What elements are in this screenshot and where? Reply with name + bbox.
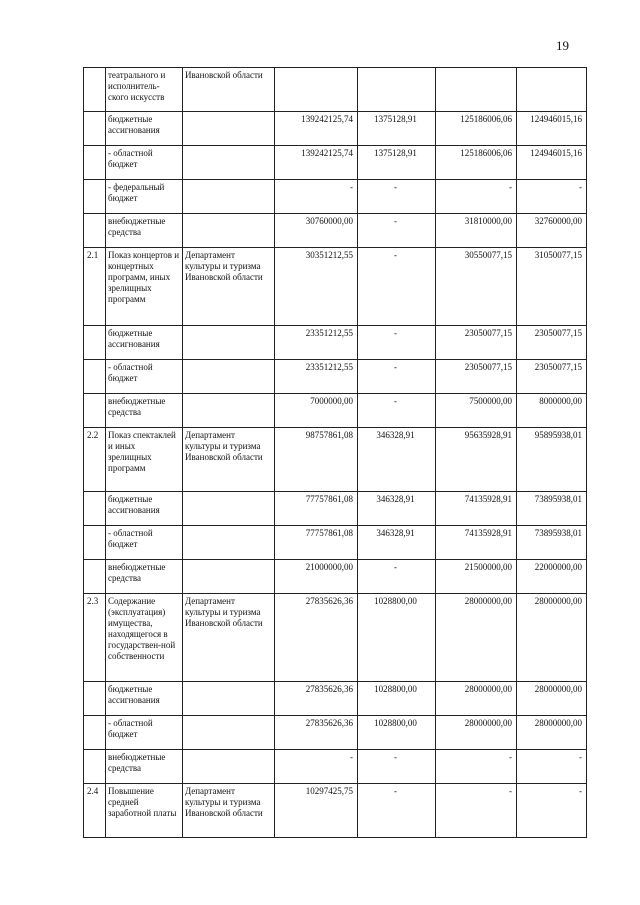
value-col3: 21500000,00: [436, 560, 517, 594]
value-col3: -: [436, 784, 517, 838]
value-total: 27835626,36: [275, 716, 358, 750]
value-col2: 1028800,00: [358, 716, 436, 750]
value-col3: 74135928,91: [436, 492, 517, 526]
row-executor: Департамент культуры и туризма Ивановской области: [183, 428, 275, 492]
value-col2: 1375128,91: [358, 146, 436, 180]
row-number: [84, 394, 106, 428]
row-name: - областной бюджет: [106, 526, 183, 560]
value-col3: 7500000,00: [436, 394, 517, 428]
row-name: - областной бюджет: [106, 360, 183, 394]
value-col4: -: [517, 784, 587, 838]
row-name: Показ спектаклей и иных зрелищных программ: [106, 428, 183, 492]
value-col4: 124946015,16: [517, 112, 587, 146]
table-row: [84, 428, 587, 492]
row-name: Показ концертов и концертных программ, иных зрелищных программ: [106, 248, 183, 326]
table-row: [84, 394, 587, 428]
value-col4: [517, 68, 587, 112]
row-executor: [183, 326, 275, 360]
value-col3: -: [436, 180, 517, 214]
table-row: [84, 360, 587, 394]
table-row: [84, 146, 587, 180]
table-row: [84, 594, 587, 682]
value-col2: -: [358, 394, 436, 428]
row-number: [84, 360, 106, 394]
value-col2: -: [358, 180, 436, 214]
row-name: - федеральный бюджет: [106, 180, 183, 214]
row-executor: [183, 360, 275, 394]
table-row: [84, 526, 587, 560]
value-total: 77757861,08: [275, 526, 358, 560]
row-number: 2.1: [84, 248, 106, 326]
row-name: - областной бюджет: [106, 146, 183, 180]
value-col4: 32760000,00: [517, 214, 587, 248]
row-executor: [183, 716, 275, 750]
row-name: внебюджетные средства: [106, 214, 183, 248]
row-executor: [183, 112, 275, 146]
value-col2: -: [358, 214, 436, 248]
table-row: [84, 326, 587, 360]
value-col2: -: [358, 360, 436, 394]
table-row: [84, 68, 587, 112]
value-col2: -: [358, 248, 436, 326]
table-row: [84, 492, 587, 526]
value-col3: 74135928,91: [436, 526, 517, 560]
value-total: 27835626,36: [275, 682, 358, 716]
row-number: [84, 112, 106, 146]
table-row: [84, 784, 587, 838]
row-number: [84, 180, 106, 214]
row-executor: [183, 526, 275, 560]
value-total: 23351212,55: [275, 326, 358, 360]
value-col4: -: [517, 180, 587, 214]
row-number: [84, 750, 106, 784]
table-row: [84, 716, 587, 750]
value-col4: 22000000,00: [517, 560, 587, 594]
value-col2: -: [358, 560, 436, 594]
row-name: внебюджетные средства: [106, 394, 183, 428]
value-col3: 28000000,00: [436, 682, 517, 716]
value-total: -: [275, 180, 358, 214]
table-row: [84, 248, 587, 326]
table-row: [84, 214, 587, 248]
budget-table: [83, 67, 587, 838]
row-number: [84, 716, 106, 750]
value-col4: 31050077,15: [517, 248, 587, 326]
value-total: 98757861,08: [275, 428, 358, 492]
value-total: 30760000,00: [275, 214, 358, 248]
row-executor: [183, 180, 275, 214]
row-executor: [183, 394, 275, 428]
value-col4: -: [517, 750, 587, 784]
value-total: 23351212,55: [275, 360, 358, 394]
row-name: внебюджетные средства: [106, 560, 183, 594]
value-total: [275, 68, 358, 112]
value-col2: 346328,91: [358, 428, 436, 492]
table-row: [84, 750, 587, 784]
value-col3: 30550077,15: [436, 248, 517, 326]
value-total: 139242125,74: [275, 146, 358, 180]
value-col3: 125186006,06: [436, 112, 517, 146]
row-number: [84, 146, 106, 180]
table-row: [84, 112, 587, 146]
row-number: [84, 682, 106, 716]
row-executor: [183, 682, 275, 716]
value-col4: 23050077,15: [517, 326, 587, 360]
value-col3: 28000000,00: [436, 594, 517, 682]
value-col4: 73895938,01: [517, 526, 587, 560]
row-name: театрального и исполнитель-ского искусств: [106, 68, 183, 112]
value-col2: 1028800,00: [358, 594, 436, 682]
row-executor: Департамент культуры и туризма Ивановской области: [183, 784, 275, 838]
row-executor: [183, 214, 275, 248]
page-number: 19: [556, 38, 569, 53]
row-executor: [183, 146, 275, 180]
value-total: 77757861,08: [275, 492, 358, 526]
value-col3: 95635928,91: [436, 428, 517, 492]
value-total: -: [275, 750, 358, 784]
table-row: [84, 180, 587, 214]
value-col2: 1375128,91: [358, 112, 436, 146]
row-number: 2.3: [84, 594, 106, 682]
row-name: внебюджетные средства: [106, 750, 183, 784]
row-executor: Ивановской области: [183, 68, 275, 112]
value-col2: [358, 68, 436, 112]
value-col3: [436, 68, 517, 112]
value-col2: -: [358, 750, 436, 784]
row-name: Повышение средней заработной платы: [106, 784, 183, 838]
value-col2: 1028800,00: [358, 682, 436, 716]
row-name: - областной бюджет: [106, 716, 183, 750]
value-col3: 28000000,00: [436, 716, 517, 750]
table-row: [84, 560, 587, 594]
row-number: 2.4: [84, 784, 106, 838]
value-col2: -: [358, 326, 436, 360]
row-number: [84, 526, 106, 560]
value-col3: -: [436, 750, 517, 784]
value-col3: 125186006,06: [436, 146, 517, 180]
row-executor: [183, 492, 275, 526]
value-col3: 23050077,15: [436, 326, 517, 360]
row-number: 2.2: [84, 428, 106, 492]
row-name: бюджетные ассигнования: [106, 326, 183, 360]
value-col2: 346328,91: [358, 526, 436, 560]
value-col4: 95895938,01: [517, 428, 587, 492]
value-col2: 346328,91: [358, 492, 436, 526]
row-number: [84, 492, 106, 526]
value-total: 21000000,00: [275, 560, 358, 594]
value-total: 7000000,00: [275, 394, 358, 428]
value-col4: 28000000,00: [517, 682, 587, 716]
value-total: 10297425,75: [275, 784, 358, 838]
table-row: [84, 682, 587, 716]
value-col4: 23050077,15: [517, 360, 587, 394]
row-name: бюджетные ассигнования: [106, 112, 183, 146]
row-number: [84, 214, 106, 248]
row-executor: Департамент культуры и туризма Ивановской области: [183, 248, 275, 326]
value-total: 30351212,55: [275, 248, 358, 326]
row-number: [84, 560, 106, 594]
row-name: Содержание (эксплуатация) имущества, находящегося в государствен-ной собственности: [106, 594, 183, 682]
row-number: [84, 326, 106, 360]
value-col3: 31810000,00: [436, 214, 517, 248]
row-executor: [183, 750, 275, 784]
value-col4: 124946015,16: [517, 146, 587, 180]
row-number: [84, 68, 106, 112]
value-total: 139242125,74: [275, 112, 358, 146]
row-executor: Департамент культуры и туризма Ивановской области: [183, 594, 275, 682]
value-col4: 28000000,00: [517, 594, 587, 682]
value-col4: 73895938,01: [517, 492, 587, 526]
value-col3: 23050077,15: [436, 360, 517, 394]
row-executor: [183, 560, 275, 594]
budget-table-body: [84, 68, 587, 838]
value-col4: 8000000,00: [517, 394, 587, 428]
row-name: бюджетные ассигнования: [106, 682, 183, 716]
value-total: 27835626,36: [275, 594, 358, 682]
value-col2: -: [358, 784, 436, 838]
row-name: бюджетные ассигнования: [106, 492, 183, 526]
value-col4: 28000000,00: [517, 716, 587, 750]
